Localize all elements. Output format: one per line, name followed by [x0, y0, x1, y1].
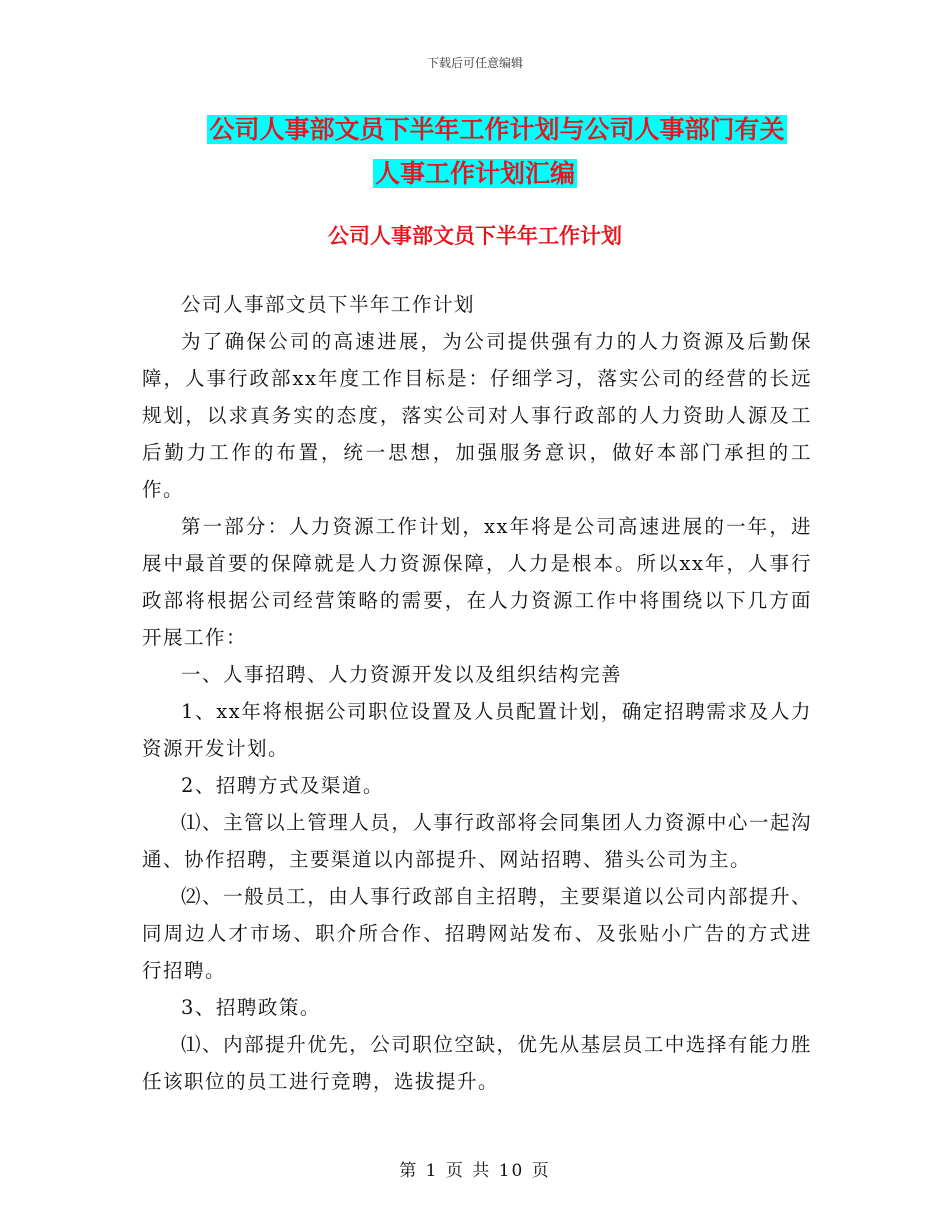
body-paragraph: ⑵、一般员工，由人事行政部自主招聘，主要渠道以公司内部提升、同周边人才市场、职介所合作、招聘网站发布、及张贴小广告的方式进行招聘。 — [142, 885, 812, 982]
body-paragraph: 第一部分：人力资源工作计划，xx年将是公司高速进展的一年，进展中最首要的保障就是人力资源保障，人力是根本。所以xx年，人事行政部将根据公司经营策略的需要，在人力资源工作中将围绕以下几方面开展工作： — [142, 515, 812, 649]
body-paragraph: 3、招聘政策。 — [181, 996, 321, 1019]
body-paragraph: 为了确保公司的高速进展，为公司提供强有力的人力资源及后勤保障，人事行政部xx年度工作目标是：仔细学习，落实公司的经营的长远规划，以求真务实的态度，落实公司对人事行政部的人力资助人源及工后勤力工作的布置，统一思想，加强服务意识，做好本部门承担的工作。 — [142, 330, 812, 501]
header-note: 下载后可任意编辑 — [426, 56, 523, 70]
document-title-line-2 — [0, 154, 950, 194]
section-title: 公司人事部文员下半年工作计划 — [328, 224, 622, 248]
body-paragraph: 公司人事部文员下半年工作计划 — [181, 293, 476, 316]
document-title-line-2-text: 人事工作计划汇编 — [374, 159, 575, 188]
page-footer: 第 1 页 共 10 页 — [399, 1161, 551, 1181]
document-title-line-1 — [22, 110, 950, 150]
body-paragraph: 1、xx年将根据公司职位设置及人员配置计划，确定招聘需求及人力资源开发计划。 — [142, 700, 812, 760]
document-title-line-1-text: 公司人事部文员下半年工作计划与公司人事部门有关 — [209, 115, 785, 144]
body-paragraph: 2、招聘方式及渠道。 — [181, 774, 384, 797]
body-paragraph: ⑴、内部提升优先，公司职位空缺，优先从基层员工中选择有能力胜任该职位的员工进行竞聘，选拔提升。 — [142, 1033, 812, 1093]
body-paragraph: ⑴、主管以上管理人员，人事行政部将会同集团人力资源中心一起沟通、协作招聘，主要渠道以内部提升、网站招聘、猎头公司为主。 — [142, 811, 812, 871]
body-paragraph: 一、人事招聘、人力资源开发以及组织结构完善 — [181, 663, 623, 686]
document-body — [142, 286, 812, 1100]
